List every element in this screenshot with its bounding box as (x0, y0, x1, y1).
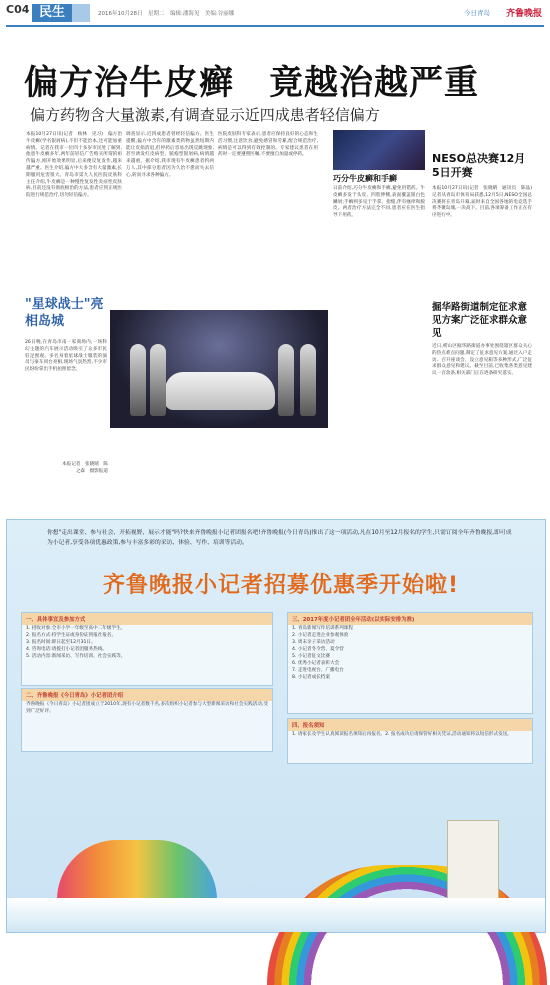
ad-box-line: 6. 优秀小记者表彰大会 (292, 661, 340, 666)
page-header (0, 0, 550, 26)
ad-box-heading: 一、具体事宜及参加方式 (22, 613, 272, 625)
star-story-byline: 本报记者 张晓晴 陈之森 摄影报道 (62, 462, 108, 474)
law-story-text: 近日,崂山区掘华路街道办事处围绕辖区群众关心的热点难点问题,制定了征求意见方案,通过入户走访、召开座谈会、设立意见箱等多种形式,广泛征求群众意见和建议。截至目前,已收集各类意见建议一百余条,相关部门正在逐条研究落实。 (432, 344, 532, 377)
ad-box-line: 5. 活动内容:新闻采访、写作培训、社会实践等。 (26, 654, 126, 659)
main-subhead: 偏方药物含大量激素,有调查显示近四成患者轻信偏方 (30, 106, 380, 124)
ad-box-line: 3. 周末亲子采访活动 (292, 640, 335, 645)
section-decoration (72, 4, 90, 22)
umbrella-illustration (57, 840, 217, 900)
main-story-col3: 医院皮肤科专家表示,患者应保持良好的心态和生活习惯,注意饮食,避免感冒和劳累,配合规范治疗,病情是可以得到有效控制的。专家建议患者在用药时一定要遵照医嘱,不要擅自加量或停药。 (218, 132, 318, 158)
main-headline: 偏方治牛皮癣 竟越治越严重 (24, 63, 479, 103)
concert-photo (333, 130, 425, 170)
neso-title: NESO总决赛12月5日开赛 (432, 152, 526, 179)
reporter-recruitment-ad (6, 519, 546, 933)
ad-box-line: 1. 招收对象:全市小学一年级至高中二年级学生。 (26, 626, 126, 631)
ad-box-line: 2. 报名方式:持学生证或身份证到报社报名。 (26, 633, 117, 638)
neso-text: 本报10月27日讯(记者 张晓晴 通讯员 陈晶) 记者从青岛市体育局获悉,12月5日,NESO全国总决赛将在青岛开幕,届时来自全国各地的电竞选手将齐聚岛城,一决高下。目前,各项筹备工作正在有序进行中。 (432, 186, 537, 219)
ad-box-line: 1. 青岛新闻写作培训系列课程 (292, 626, 353, 631)
star-story-title: "星球战士"亮相岛城 (25, 297, 104, 329)
ad-box-heading: 四、报名须知 (288, 719, 532, 731)
main-story-col1: 本报10月27日讯(记者 杨林 见习) 偏方治牛皮癣(学名银屑病),不但不能治本,还可能加重病情。记者在我市一位四十多岁市民处了解到,他患牛皮癣多年,两年前轻信广告购买所谓的祖传偏方,刚开始效果明显,后来便反复发作,越来越严重。医生介绍,偏方中大多含有大量激素,长期服用危害很大。青岛市第九人民医院皮肤科主任介绍,牛皮癣是一种慢性复发性炎症性皮肤病,目前还没有彻底根治的方法,患者应到正规医院进行规范治疗,切勿轻信偏方。 (26, 132, 122, 199)
castle-illustration (447, 820, 499, 902)
header-label: 今日青岛 (464, 9, 490, 17)
ad-box-activities (287, 612, 533, 714)
ad-box-text: 齐鲁晚报《今日青岛》小记者团成立于2010年,现有小记者数千名,多次组织小记者参与大型新闻采访和社会实践活动,受到广泛好评。 (26, 702, 268, 714)
section-label: 民生 (32, 4, 72, 22)
side-story-text: 日前介绍,巧分牛皮癣和手癣,避免用错药。牛皮癣多发于头皮、四肢伸侧,表面覆盖银白色鳞屑;手癣则多见于手掌、指缝,伴有瘙痒和脱皮。两者治疗方法完全不同,患者应在医生指导下用药。 (333, 186, 425, 219)
ad-title: 齐鲁晚报小记者招募优惠季开始啦! (102, 573, 460, 598)
ad-box-line: 4. 小记者冬令营、夏令营 (292, 647, 344, 652)
header-rule (6, 25, 544, 27)
ad-box-line: 4. 咨询电话:请拨打小记者团服务热线。 (26, 647, 107, 652)
ad-box-line: 7. 走进电视台、广播电台 (292, 668, 344, 673)
newspaper-logo: 齐鲁晚报 (505, 9, 542, 19)
header-meta: 2016年10月28日 星期二 编辑:潘海见 美编:谷丽娜 (98, 11, 235, 17)
ad-box-notice (287, 718, 533, 764)
law-story-title: 掘华路街道制定征求意见方案广泛征求群众意见 (432, 302, 528, 339)
stormtrooper-figure (278, 344, 294, 416)
ad-box-line: 2. 小记者走进企业参观体验 (292, 633, 349, 638)
stormtrooper-figure (300, 344, 316, 416)
star-story-text: 26日晚,在青岛市南一家商场内,一场科幻主题的汽车展示活动吸引了众多市民驻足围观。多名身着星球战士服装的演员与豪车同台亮相,现场气氛热烈,不少市民纷纷拿出手机拍照留念。 (25, 340, 107, 373)
ad-box-intro (21, 688, 273, 752)
ad-box-heading: 二、齐鲁晚报《今日青岛》小记者团介绍 (22, 689, 272, 701)
page-number: C04 (6, 3, 30, 16)
ad-box-line: 8. 小记者成长档案 (292, 675, 331, 680)
ad-box-details (21, 612, 273, 686)
ad-box-text: 1. 请家长及学生认真阅读报名须知后再报名。2. 报名成功后请保管好相关凭证,活动通知将以短信形式发送。 (292, 732, 512, 737)
ad-intro: 你想"走出课堂、参与社会、开拓视野、展示才能"吗?快来齐鲁晚报小记者团报名吧!齐鲁晚报(今日青岛)推出了这一项活动,凡在10月至12月报名的学生,只需订阅全年齐鲁晚报,即可成为小记者,享受各项优惠政策,参与丰富多彩的采访、体验、写作、培训等活动。 (47, 530, 512, 546)
car-image (165, 372, 275, 410)
ad-ground (7, 898, 545, 932)
ad-box-heading: 三、2017年度小记者团全年活动(以实际安排为准) (288, 613, 532, 625)
main-story-col2: 调查显示,近四成患者曾经轻信偏方。医生提醒,偏方中含有的激素类药物虽然短期内能让皮损消退,但停药后容易出现反跳现象,甚至诱发红皮病型、脓疱型银屑病,病情越来越重。据介绍,我市现有牛皮癣患者约两万人,其中部分患者因为久治不愈而失去信心,转而寻求各种偏方。 (126, 132, 214, 178)
side-story-title: 巧分牛皮癣和手癣 (333, 174, 397, 183)
stormtrooper-figure (150, 344, 166, 416)
stormtrooper-figure (130, 344, 146, 416)
ad-box-line: 5. 小记者征文比赛 (292, 654, 331, 659)
ad-box-line: 3. 报名时间:即日起至12月31日。 (26, 640, 96, 645)
car-show-photo (110, 310, 328, 428)
